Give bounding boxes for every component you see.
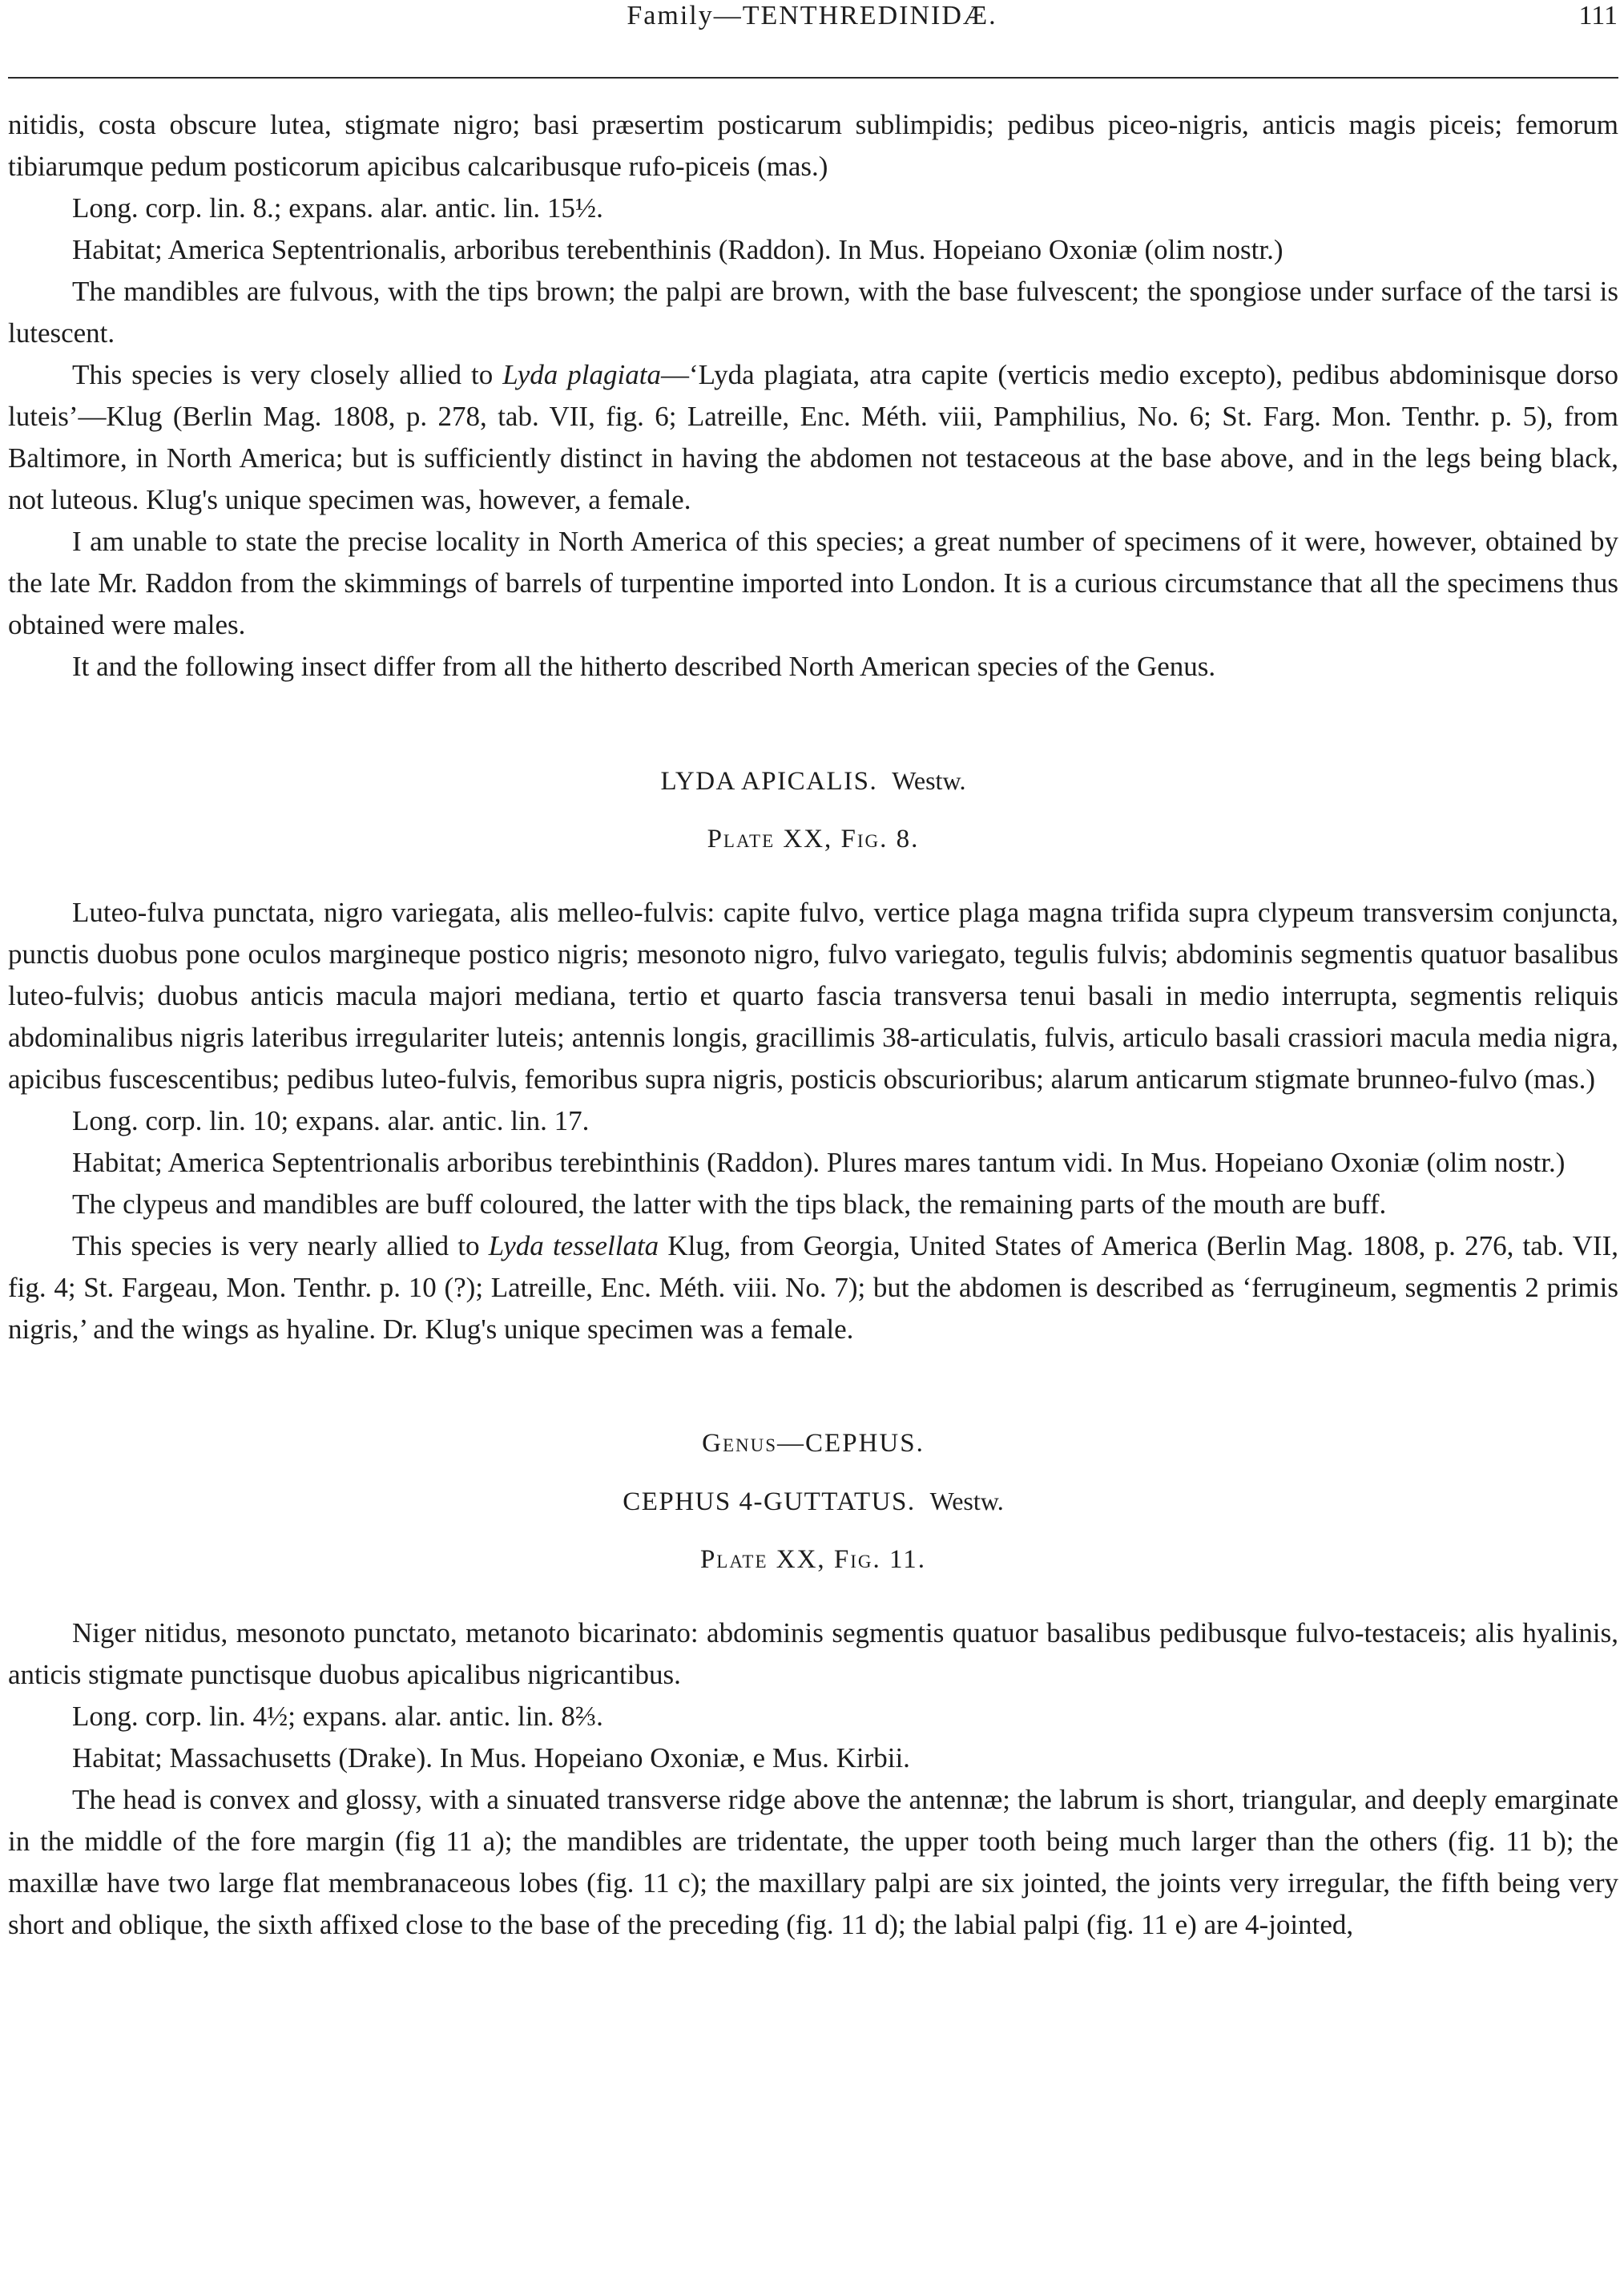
paragraph-habitat: Habitat; America Septentrionalis arboribus terebinthinis (Raddon). Plures mares tantum vidi. In Mus. Hopeiano Oxoniæ (olim nostr.) <box>72 1147 1566 1178</box>
species-author: Westw. <box>892 766 966 795</box>
spacer <box>8 1350 1618 1422</box>
species-heading <box>8 760 1618 802</box>
paragraph-latin-continuation: nitidis, costa obscure lutea, stigmate nigro; basi præsertim posticarum sublimpidis; pedibus piceo-nigris, anticis magis piceis; femorum tibiarumque pedum posticorum apicibus calcaribusque rufo-piceis (mas.) <box>8 109 1618 182</box>
paragraph-head-anatomy: The head is convex and glossy, with a sinuated transverse ridge above the antennæ; the labrum is short, triangular, and deeply emarginate in the middle of the fore margin (fig 11 a); the mandibles are tridentate, the upper tooth being much larger than the others (fig. 11 b); the maxillæ have two large flat membranaceous lobes (fig. 11 c); the maxillary palpi are six jointed, the joints very irregular, the fifth being very short and oblique, the sixth affixed close to the base of the preceding (fig. 11 d); the labial palpi (fig. 11 e) are 4-jointed, <box>8 1784 1618 1940</box>
species-name: Lyda tessellata <box>488 1230 659 1261</box>
species-author: Westw. <box>929 1487 1004 1515</box>
text-run: —‘Lyda plagiata, atra capite (verticis medio excepto), pedibus abdominisque dorso luteis’—Klug (Berlin Mag. 1808, p. 278, tab. VII, fig. 6; Latreille, Enc. Méth. viii, Pamphilius, No. 6; St. Farg. Mon. Tenthr. p. 5), from Baltimore, in North America; but is sufficiently distinct in having the abdomen not testaceous at the base above, and in the legs being black, not luteous. Klug's unique specimen was, however, a female. <box>8 359 1618 515</box>
running-title: Family—TENTHREDINIDÆ. <box>627 1 997 30</box>
spacer <box>8 1464 1618 1480</box>
species-heading <box>8 1480 1618 1523</box>
spacer <box>8 1580 1618 1612</box>
paragraph-habitat: Habitat; America Septentrionalis, arboribus terebenthinis (Raddon). In Mus. Hopeiano Oxoniæ (olim nostr.) <box>72 234 1283 265</box>
paragraph-allied-species <box>8 354 1618 521</box>
paragraph-mandibles: The mandibles are fulvous, with the tips brown; the palpi are brown, with the base fulvescent; the spongiose under surface of the tarsi is lutescent. <box>8 276 1618 349</box>
spacer <box>8 688 1618 760</box>
species-title: CEPHUS 4-GUTTATUS. <box>623 1487 916 1516</box>
text-run: This species is very closely allied to <box>72 359 503 390</box>
paragraph-habitat: Habitat; Massachusetts (Drake). In Mus. Hopeiano Oxoniæ, e Mus. Kirbii. <box>72 1742 910 1774</box>
spacer <box>8 1523 1618 1539</box>
page-number: 111 <box>1578 1 1618 30</box>
running-head <box>0 0 1624 32</box>
spacer <box>8 860 1618 892</box>
paragraph-allied-species <box>8 1225 1618 1350</box>
header-rule <box>8 77 1618 79</box>
spacer <box>8 802 1618 818</box>
paragraph-clypeus: The clypeus and mandibles are buff coloured, the latter with the tips black, the remaining parts of the mouth are buff. <box>72 1188 1387 1220</box>
paragraph-measurements: Long. corp. lin. 4½; expans. alar. antic. lin. 8⅔. <box>72 1701 603 1732</box>
plate-reference: Plate XX, Fig. 11. <box>699 1545 927 1574</box>
paragraph-measurements: Long. corp. lin. 8.; expans. alar. antic. lin. 15½. <box>72 192 603 224</box>
genus-heading: Genus—CEPHUS. <box>702 1429 925 1458</box>
paragraph-locality: I am unable to state the precise locality in North America of this species; a great number of specimens of it were, however, obtained by the late Mr. Raddon from the skimmings of barrels of turpentine imported into London. It is a curious circumstance that all the specimens thus obtained were males. <box>8 526 1618 640</box>
plate-reference: Plate XX, Fig. 8. <box>707 825 920 853</box>
paragraph-measurements: Long. corp. lin. 10; expans. alar. antic. lin. 17. <box>72 1105 590 1136</box>
text-run: This species is very nearly allied to <box>72 1230 489 1261</box>
paragraph-description: Niger nitidus, mesonoto punctato, metanoto bicarinato: abdominis segmentis quatuor basalibus pedibusque fulvo-testaceis; alis hyalinis, anticis stigmate punctisque duobus apicalibus nigricantibus. <box>8 1617 1618 1690</box>
page-body <box>8 104 1618 1946</box>
paragraph-differ: It and the following insect differ from all the hitherto described North American species of the Genus. <box>72 651 1216 682</box>
text-run: Klug, from Georgia, United States of America (Berlin Mag. 1808, p. 276, tab. VII, fig. 4; St. Fargeau, Mon. Tenthr. p. 10 (?); Latreille, Enc. Méth. viii. No. 7); but the abdomen is described as ‘ferrugineum, segmentis 2 primis nigris,’ and the wings as hyaline. Dr. Klug's unique specimen was a female. <box>8 1230 1618 1345</box>
species-name: Lyda plagiata <box>502 359 661 390</box>
paragraph-description: Luteo-fulva punctata, nigro variegata, alis melleo-fulvis: capite fulvo, vertice plaga magna trifida supra clypeum transversim conjuncta, punctis duobus pone oculos margineque postico nigris; mesonoto nigro, fulvo variegato, tegulis fulvis; abdominis segmentis quatuor basalibus luteo-fulvis; duobus anticis macula majori mediana, tertio et quarto fascia transversa tenui basali in medio interrupta, segmentis reliquis abdominalibus nigris lateribus irregulariter luteis; antennis longis, gracillimis 38-articulatis, fulvis, articulo basali crassiori macula media nigra, apicibus fuscescentibus; pedibus luteo-fulvis, femoribus supra nigris, posticis obscurioribus; alarum anticarum stigmate brunneo-fulvo (mas.) <box>8 897 1618 1095</box>
species-title: LYDA APICALIS. <box>660 767 878 796</box>
